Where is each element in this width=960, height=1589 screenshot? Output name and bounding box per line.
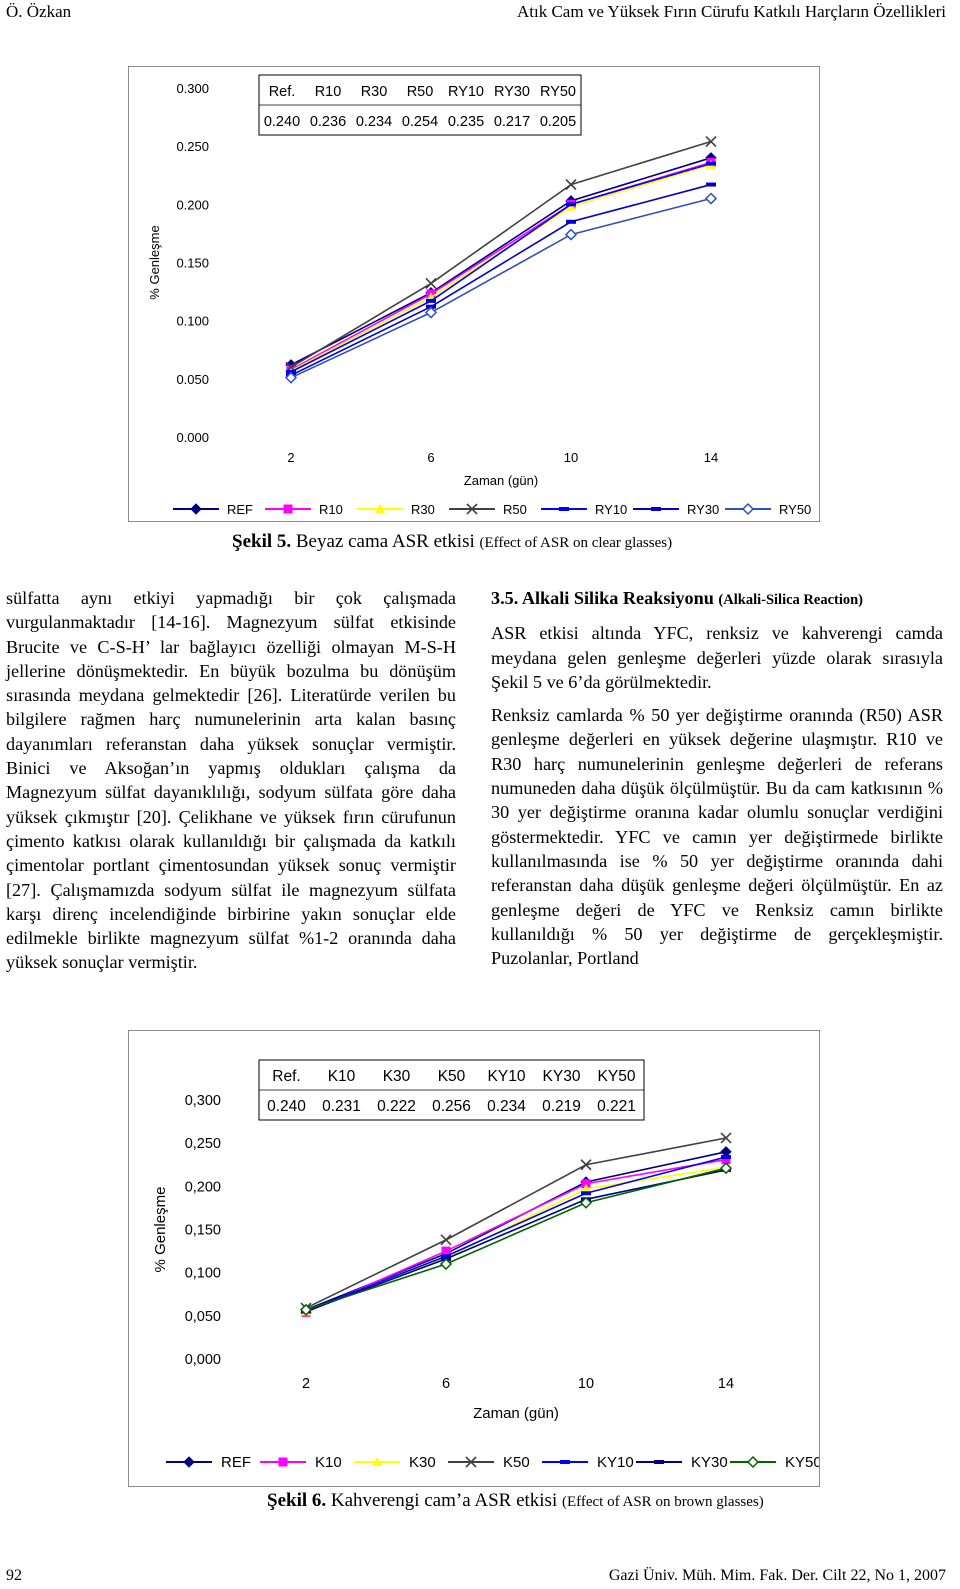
inset-table-value: 0.219 [542, 1098, 581, 1115]
inset-table-value: 0.222 [377, 1098, 416, 1115]
inset-table-value: 0.231 [322, 1098, 361, 1115]
inset-table-header: KY10 [487, 1068, 526, 1085]
legend-label: RY50 [779, 502, 812, 517]
series-k30 [301, 1162, 731, 1315]
legend-label: REF [227, 502, 253, 517]
inset-table-header: K30 [382, 1068, 411, 1085]
inset-table-header: K10 [327, 1068, 356, 1085]
y-tick-label: 0.250 [176, 139, 209, 155]
figure-5-caption-label: Şekil 5. [232, 531, 292, 552]
legend-label: K30 [409, 1454, 436, 1471]
y-tick-label: 0,250 [184, 1136, 221, 1153]
y-axis-label: % Genleşme [152, 1186, 169, 1273]
running-header-author: Ö. Özkan [6, 2, 72, 21]
x-tick-labels [287, 450, 718, 465]
figure-5-caption-text: Beyaz cama ASR etkisi [291, 531, 480, 552]
right-paragraph-2: Renksiz camlarda % 50 yer değiştirme oranında (R50) ASR genleşme değerleri en yüksek değerine ulaşmıştır. R10 ve R30 harç numunelerinin genleşme değerleri de referans numuneden daha düşük ölçülmüştür. Bu da cam katkısının % 30 yer değiştirme oranına kadar olumlu sonuçlar verdiğini göstermektedir. YFC ve camın yer değiştirmede birlikte kullanılmasında ise % 50 yer değiştirme oranında dahi referanstan daha düşük genleşme değeri ölçülmüştür. En az genleşme değeri de YFC ve Renksiz camın birlikte kullanıldığı % 50 yer değiştirme de gerçekleşmiştir. Puzolanlar, Portland [491, 705, 943, 969]
inset-table-value: 0.217 [493, 114, 531, 130]
legend-label: KY10 [597, 1454, 634, 1471]
inset-table-value: 0.236 [309, 114, 347, 130]
series-line [291, 158, 711, 365]
y-tick-label: 0.200 [176, 197, 209, 213]
inset-table-header: RY30 [493, 84, 531, 100]
inset-table-header: Ref. [268, 84, 296, 100]
data-point [706, 162, 716, 166]
x-tick-label: 10 [577, 1376, 595, 1392]
series-k10 [302, 1155, 731, 1317]
running-header-title: Atık Cam ve Yüksek Fırın Cürufu Katkılı Harçların Özellikleri [517, 2, 946, 21]
y-tick-label: 0,150 [184, 1222, 221, 1239]
figure-6-caption-text: Kahverengi cam’a ASR etkisi [326, 1490, 562, 1511]
data-point [581, 1191, 591, 1195]
series-line [291, 142, 711, 368]
figure-6-caption [267, 1490, 764, 1512]
y-tick-labels [176, 81, 209, 445]
figure-5-caption [232, 531, 672, 553]
inset-table-value: 0.256 [432, 1098, 471, 1115]
y-tick-label: 0,000 [184, 1352, 221, 1368]
legend-label: KY50 [785, 1454, 819, 1471]
section-title-text: 3.5. Alkali Silika Reaksiyonu [491, 588, 719, 608]
legend-label: K50 [503, 1454, 530, 1471]
series-line [306, 1170, 726, 1312]
inset-table-value: 0.234 [355, 114, 393, 130]
x-tick-label: 6 [441, 1376, 451, 1392]
figure-5-caption-en: (Effect of ASR on clear glasses) [479, 535, 673, 551]
right-column [491, 586, 943, 970]
data-point [566, 202, 576, 206]
y-tick-label: 0.150 [176, 255, 209, 271]
inset-table-header: R30 [360, 84, 388, 100]
inset-table-header: KY50 [597, 1068, 636, 1085]
chart-5-svg [129, 67, 819, 521]
page-number: 92 [6, 1567, 22, 1584]
x-tick-label: 2 [301, 1376, 311, 1392]
x-tick-label: 6 [427, 450, 435, 465]
x-tick-label: 14 [703, 450, 719, 465]
y-tick-label: 0,050 [184, 1308, 221, 1325]
legend-swatch-marker [743, 504, 753, 514]
right-paragraph-1: ASR etkisi altında YFC, renksiz ve kahverengi camda meydana gelen genleşme değerleri yüzde olarak sırasıyla Şekil 5 ve 6’da görülmektedir. [491, 623, 943, 692]
legend [166, 1454, 819, 1471]
inset-table-value: 0.205 [539, 114, 577, 130]
x-axis-label: Zaman (gün) [473, 1405, 559, 1422]
data-point [566, 180, 576, 190]
legend-swatch-marker [184, 1457, 194, 1467]
inset-table-header: R50 [406, 84, 434, 100]
legend-label: K10 [315, 1454, 342, 1471]
legend-swatch-marker [284, 505, 293, 514]
inset-table-value: 0.254 [401, 114, 439, 130]
x-tick-label: 2 [287, 450, 295, 465]
figure-6-caption-en: (Effect of ASR on brown glasses) [561, 1494, 764, 1510]
series-ry30 [286, 183, 716, 378]
x-axis-label: Zaman (gün) [463, 473, 539, 488]
y-axis-label: % Genleşme [147, 225, 162, 300]
legend [173, 502, 811, 517]
y-tick-label: 0.000 [176, 430, 209, 445]
y-tick-labels [185, 1093, 221, 1368]
data-point [566, 220, 576, 224]
series-ky50 [301, 1163, 731, 1315]
inset-table-value: 0.221 [597, 1098, 636, 1115]
legend-swatch-marker [560, 1460, 570, 1464]
data-point [566, 230, 576, 240]
legend-swatch-marker [651, 507, 661, 511]
inset-table-header: KY30 [542, 1068, 581, 1085]
x-tick-label: 10 [563, 450, 579, 465]
series-line [291, 185, 711, 376]
inset-table [259, 1060, 644, 1120]
y-tick-label: 0.100 [176, 313, 209, 329]
inset-table-value: 0.240 [263, 114, 301, 130]
series-line [291, 164, 711, 372]
section-title [491, 586, 943, 612]
inset-table-header: Ref. [272, 1068, 301, 1085]
data-point [426, 278, 436, 288]
data-point [706, 194, 716, 204]
y-tick-label: 0,100 [184, 1265, 221, 1282]
legend-label: RY10 [595, 502, 628, 517]
series-line [306, 1168, 726, 1310]
inset-table-value: 0.235 [447, 114, 485, 130]
inset-table-header: RY10 [447, 84, 485, 100]
figure-6-caption-label: Şekil 6. [267, 1490, 327, 1511]
inset-table-value: 0.240 [267, 1098, 306, 1115]
data-point [721, 1155, 731, 1159]
legend-label: R30 [411, 502, 435, 517]
data-point [441, 1235, 451, 1245]
series-ry50 [286, 194, 716, 383]
inset-table-header: K50 [437, 1068, 466, 1085]
data-point [706, 137, 716, 147]
inset-table-header: RY50 [539, 84, 577, 100]
journal-citation: Gazi Üniv. Müh. Mim. Fak. Der. Cilt 22, No 1, 2007 [608, 1567, 946, 1584]
legend-swatch-marker [279, 1458, 288, 1467]
legend-label: REF [221, 1454, 251, 1471]
y-tick-label: 0,300 [184, 1093, 221, 1109]
left-paragraph-1: sülfatta aynı etkiyi yapmadığı bir çok çalışmada vurgulanmaktadır [14-16]. Magnezyum sülfat etkisinde Brucite ve C-S-H’ lar bağlayıcı özelliği olmayan M-S-H jellerine dönüşmektedir. En büyük bozulma bu dönüşüm sırasında meydana gelmektedir [26]. Literatürde verilen bu bilgilere rağmen harç numunelerinin arta kalan basınç dayanımları referanstan daha yüksek sonuçlar vermiştir. Binici ve Aksoğan’ın yapmış oldukları çalışma da Magnezyum sülfat dayanıklılığı, sodyum sülfata göre daha yüksek çıkmıştır [20]. Çelikhane ve yüksek fırın cürufunun çimento katkısı olarak kullanıldığı bir çalışmada da katkılı çimentolar portlant çimentosundan yüksek sonuç vermiştir [27]. Çalışmamızda sodyum sülfat ile magnezyum sülfata karşı direnç incelendiğinde birbirine yakın sonuçlar elde edilmekle birlikte magnezyum sülfat %1-2 oranında daha yüksek sonuçlar vermiştir. [6, 588, 456, 973]
series-line [291, 199, 711, 378]
legend-swatch-marker [559, 507, 569, 511]
inset-table-header: R10 [314, 84, 342, 100]
legend-label: R50 [503, 502, 527, 517]
x-tick-label: 14 [717, 1376, 735, 1392]
legend-label: KY30 [691, 1454, 728, 1471]
left-column [6, 586, 456, 975]
inset-table [259, 75, 581, 135]
series-ky30 [301, 1168, 731, 1314]
section-title-en: (Alkali-Silica Reaction) [718, 592, 864, 608]
x-tick-labels [302, 1376, 734, 1392]
data-point [706, 183, 716, 187]
y-tick-label: 0,200 [184, 1179, 221, 1196]
y-tick-label: 0.050 [176, 371, 209, 387]
legend-swatch-marker [748, 1457, 758, 1467]
legend-swatch-marker [654, 1460, 664, 1464]
inset-table-value: 0.234 [487, 1098, 526, 1115]
legend-label: RY30 [687, 502, 720, 517]
y-tick-label: 0.300 [176, 81, 209, 96]
legend-label: R10 [319, 502, 343, 517]
series-ry10 [286, 162, 716, 374]
data-point [426, 299, 436, 303]
legend-swatch-marker [191, 504, 201, 514]
figure-5-chart [128, 66, 820, 522]
figure-6-chart [128, 1030, 820, 1487]
chart-6-svg [129, 1031, 819, 1486]
